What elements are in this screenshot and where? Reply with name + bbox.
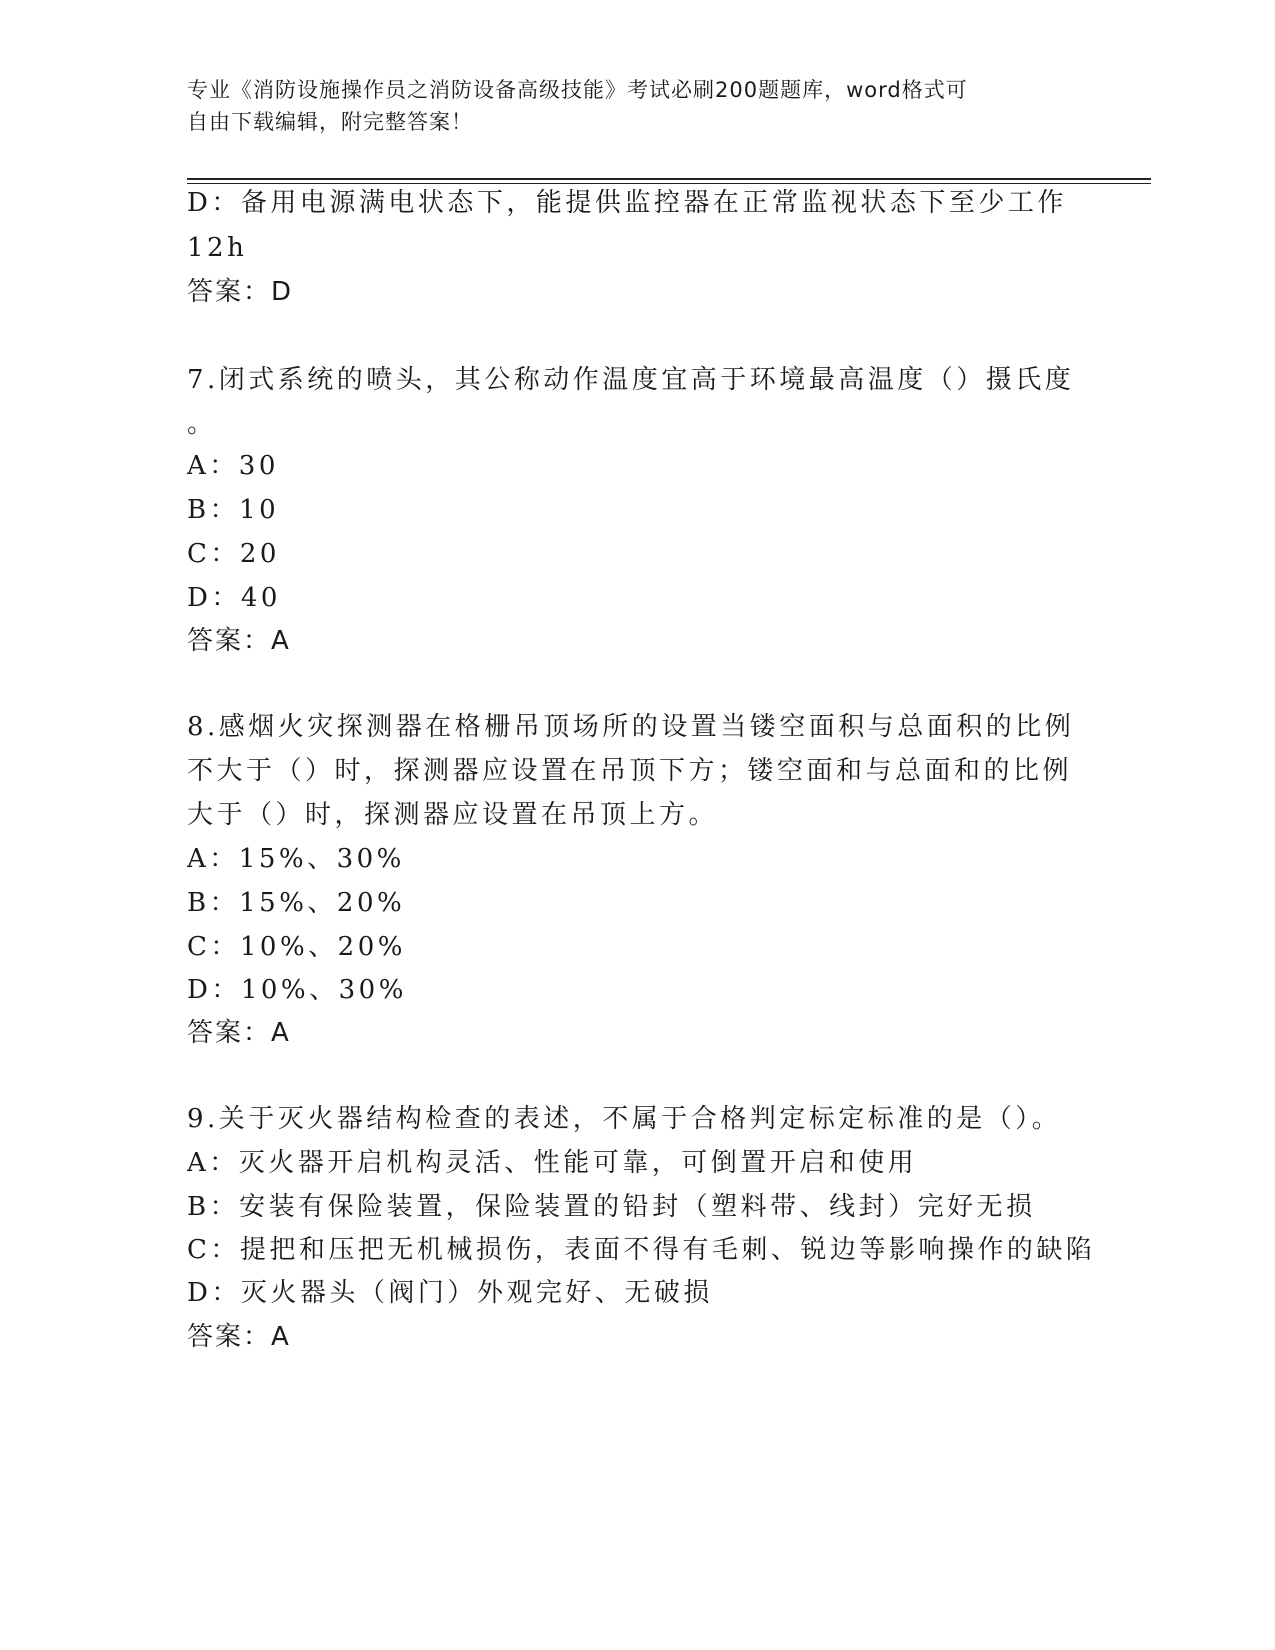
q8-stem-line1: 8.感烟火灾探测器在格栅吊顶场所的设置当镂空面积与总面积的比例 bbox=[187, 712, 1075, 742]
q8-option-b: B：15%、20% bbox=[187, 888, 406, 918]
q8-stem-line2: 不大于（）时，探测器应设置在吊顶下方；镂空面和与总面和的比例 bbox=[187, 756, 1073, 786]
q7-stem-line2: 。 bbox=[187, 409, 217, 439]
q7-stem-line1: 7.闭式系统的喷头，其公称动作温度宜高于环境最高温度（）摄氏度 bbox=[187, 365, 1075, 395]
q6-answer: 答案：D bbox=[187, 277, 294, 307]
q8-stem-line3: 大于（）时，探测器应设置在吊顶上方。 bbox=[187, 800, 719, 830]
q6-option-d-line2: 12h bbox=[187, 233, 248, 263]
q8-answer: 答案：A bbox=[187, 1018, 291, 1048]
header-divider-thin bbox=[187, 183, 1151, 184]
q7-option-b: B：10 bbox=[187, 495, 280, 525]
q6-option-d-line1: D：备用电源满电状态下，能提供监控器在正常监视状态下至少工作 bbox=[187, 188, 1067, 218]
q8-option-d: D：10%、30% bbox=[187, 975, 407, 1005]
q9-option-d: D：灭火器头（阀门）外观完好、无破损 bbox=[187, 1278, 713, 1308]
q9-answer: 答案：A bbox=[187, 1322, 291, 1352]
header-line-2: 自由下载编辑，附完整答案！ bbox=[187, 110, 473, 134]
page-header bbox=[187, 74, 1087, 138]
q9-option-a: A：灭火器开启机构灵活、性能可靠，可倒置开启和使用 bbox=[187, 1148, 918, 1178]
q9-stem-line1: 9.关于灭火器结构检查的表述，不属于合格判定标定标准的是（）。 bbox=[187, 1104, 1062, 1134]
q7-option-d: D：40 bbox=[187, 583, 281, 613]
q7-option-a: A：30 bbox=[187, 451, 279, 481]
q8-option-c: C：10%、20% bbox=[187, 932, 406, 962]
q7-answer: 答案：A bbox=[187, 626, 291, 656]
q9-option-b: B：安装有保险装置，保险装置的铅封（塑料带、线封）完好无损 bbox=[187, 1192, 1036, 1222]
header-divider-thick bbox=[187, 178, 1151, 180]
header-line-1: 专业《消防设施操作员之消防设备高级技能》考试必刷200题题库，word格式可 bbox=[187, 78, 968, 102]
q7-option-c: C：20 bbox=[187, 539, 280, 569]
q8-option-a: A：15%、30% bbox=[187, 844, 405, 874]
q9-option-c: C：提把和压把无机械损伤，表面不得有毛刺、锐边等影响操作的缺陷 bbox=[187, 1235, 1096, 1265]
